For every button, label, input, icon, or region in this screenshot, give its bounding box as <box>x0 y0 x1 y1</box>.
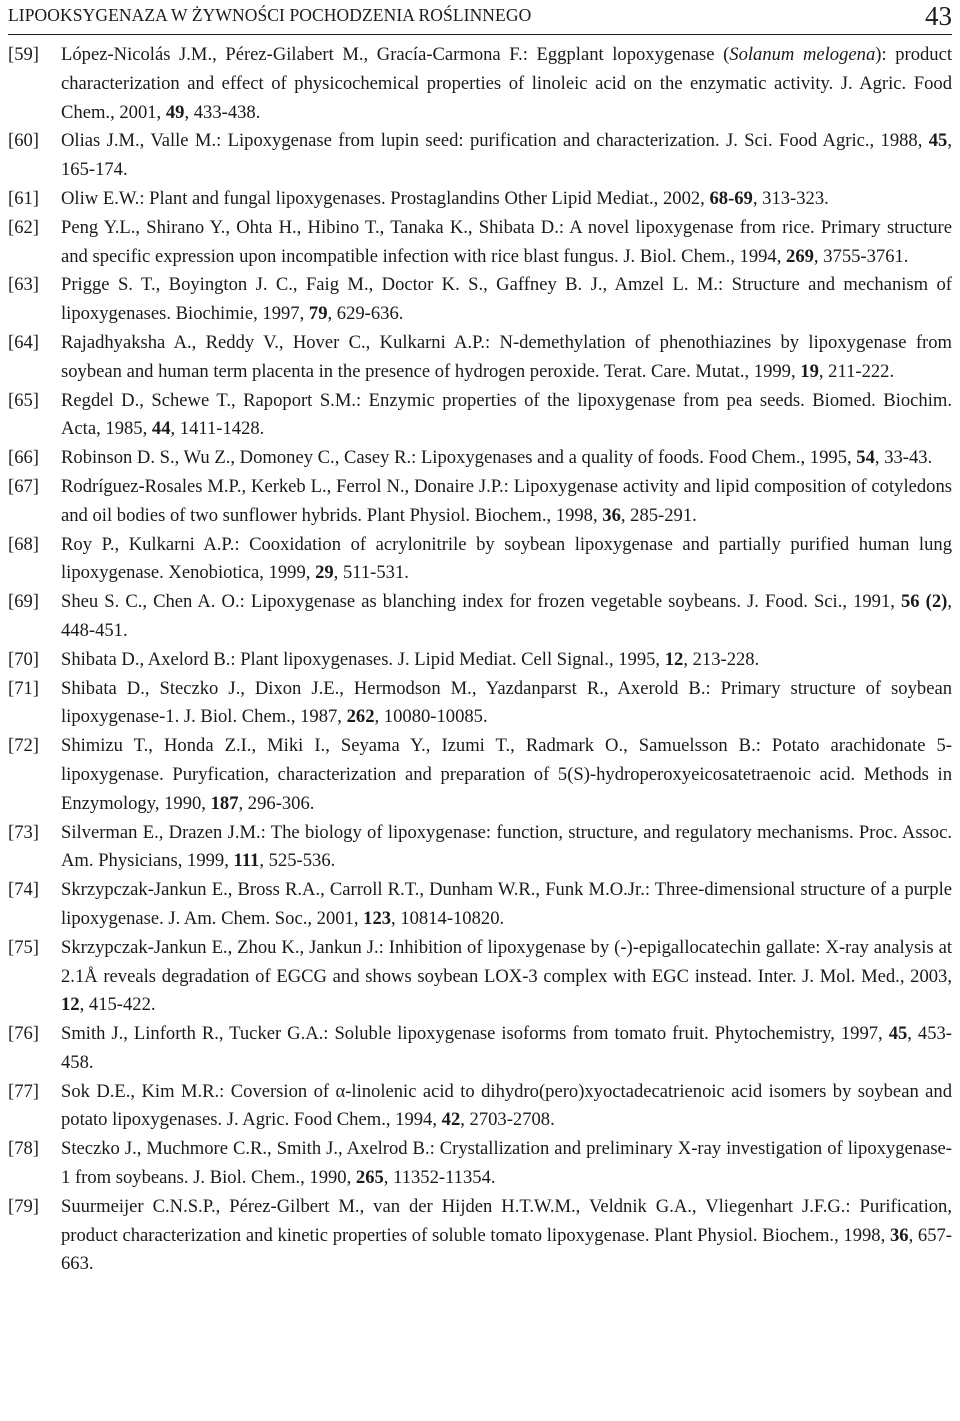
reference-item <box>8 1135 952 1193</box>
reference-item <box>8 41 952 127</box>
reference-text: Prigge S. T., Boyington J. C., Faig M., Doctor K. S., Gaffney B. J., Amzel L. M.: Structure and mechanism of lipoxygenases. Biochimie, 1997, 79, 629-636. <box>61 274 952 325</box>
running-header-title: LIPOOKSYGENAZA W ŻYWNOŚCI POCHODZENIA ROŚLINNEGO <box>8 5 532 25</box>
reference-text: Peng Y.L., Shirano Y., Ohta H., Hibino T., Tanaka K., Shibata D.: A novel lipoxygenase from rice. Primary structure and specific expression upon incompatible infection with rice blast fungus. J. Biol. Chem., 1994, 269, 3755-3761. <box>61 216 952 267</box>
reference-number: [67] <box>8 475 39 497</box>
reference-text: Steczko J., Muchmore C.R., Smith J., Axelrod B.: Crystallization and preliminary X-ray investigation of lipoxygenase-1 from soybeans. J. Biol. Chem., 1990, 265, 11352-11354. <box>61 1138 952 1189</box>
reference-number: [76] <box>8 1023 39 1045</box>
reference-text: Smith J., Linforth R., Tucker G.A.: Soluble lipoxygenase isoforms from tomato fruit. Phytochemistry, 1997, 45, 453-458. <box>61 1023 952 1073</box>
reference-text: Shibata D., Steczko J., Dixon J.E., Hermodson M., Yazdanparst R., Axerold B.: Primary structure of soybean lipoxygenase-1. J. Biol. Chem., 1987, 262, 10080-10085. <box>61 677 952 728</box>
reference-text: Silverman E., Drazen J.M.: The biology of lipoxygenase: function, structure, and regulatory mechanisms. Proc. Assoc. Am. Physicians, 1999, 111, 525-536. <box>61 821 952 872</box>
reference-item <box>8 876 952 934</box>
reference-item <box>8 271 952 329</box>
reference-item <box>8 732 952 818</box>
reference-item <box>8 934 952 1020</box>
reference-number: [75] <box>8 936 39 958</box>
reference-number: [61] <box>8 187 39 209</box>
reference-number: [71] <box>8 677 39 699</box>
reference-text: Shibata D., Axelord B.: Plant lipoxygenases. J. Lipid Mediat. Cell Signal., 1995, 12, 213-228. <box>61 648 760 670</box>
reference-text: Regdel D., Schewe T., Rapoport S.M.: Enzymic properties of the lipoxygenase from pea seeds. Biomed. Biochim. Acta, 1985, 44, 1411-1428. <box>61 389 952 440</box>
reference-item <box>8 531 952 589</box>
reference-number: [77] <box>8 1080 39 1102</box>
reference-number: [64] <box>8 331 39 353</box>
header-rule <box>8 34 952 35</box>
reference-text: Robinson D. S., Wu Z., Domoney C., Casey R.: Lipoxygenases and a quality of foods. Food Chem., 1995, 54, 33-43. <box>61 447 933 469</box>
reference-number: [70] <box>8 648 39 670</box>
reference-text: Sheu S. C., Chen A. O.: Lipoxygenase as blanching index for frozen vegetable soybeans. J. Food. Sci., 1991, 56 (2), 448-451. <box>61 591 952 641</box>
reference-item <box>8 127 952 185</box>
reference-item <box>8 473 952 531</box>
reference-number: [65] <box>8 389 39 411</box>
reference-number: [73] <box>8 821 39 843</box>
reference-text: Oliw E.W.: Plant and fungal lipoxygenases. Prostaglandins Other Lipid Mediat., 2002, 68-69, 313-323. <box>61 187 829 209</box>
reference-item <box>8 1020 952 1078</box>
reference-number: [72] <box>8 735 39 757</box>
reference-item <box>8 387 952 445</box>
reference-item <box>8 588 952 646</box>
reference-text: Olias J.M., Valle M.: Lipoxygenase from lupin seed: purification and characterization. J. Sci. Food Agric., 1988, 45, 165-174. <box>61 130 952 181</box>
reference-item <box>8 185 952 214</box>
reference-number: [63] <box>8 274 39 296</box>
reference-number: [68] <box>8 533 39 555</box>
reference-item <box>8 1193 952 1279</box>
reference-item <box>8 675 952 733</box>
reference-number: [60] <box>8 130 39 152</box>
reference-number: [66] <box>8 447 39 469</box>
reference-item <box>8 329 952 387</box>
reference-text: Skrzypczak-Jankun E., Bross R.A., Carroll R.T., Dunham W.R., Funk M.O.Jr.: Three-dimensional structure of a purple lipoxygenase. J. Am. Chem. Soc., 2001, 123, 10814-10820. <box>61 879 952 929</box>
running-header <box>8 0 952 30</box>
page-number: 43 <box>925 1 952 31</box>
reference-text: Rajadhyaksha A., Reddy V., Hover C., Kulkarni A.P.: N-demethylation of phenothiazines by lipoxygenase from soybean and human term placenta in the presence of hydrogen peroxide. Terat. Care. Mutat., 1999, 19, 211-222. <box>61 331 952 382</box>
reference-number: [69] <box>8 591 39 613</box>
reference-text: Skrzypczak-Jankun E., Zhou K., Jankun J.: Inhibition of lipoxygenase by (-)-epigallocatechin gallate: X-ray analysis at 2.1Å reveals degradation of EGCG and shows soybean LOX-3 complex with EGC instead. Inter. J. Mol. Med., 2003, 12, 415-422. <box>61 936 952 1016</box>
reference-text: Rodríguez-Rosales M.P., Kerkeb L., Ferrol N., Donaire J.P.: Lipoxygenase activity and lipid composition of cotyledons and oil bodies of two sunflower hybrids. Plant Physiol. Biochem., 1998, 36, 285-291. <box>61 475 952 526</box>
reference-number: [59] <box>8 44 39 65</box>
reference-item <box>8 214 952 272</box>
reference-text: Sok D.E., Kim M.R.: Coversion of α-linolenic acid to dihydro(pero)xyoctadecatrienoic acid isomers by soybean and potato lipoxygenases. J. Agric. Food Chem., 1994, 42, 2703-2708. <box>61 1080 952 1131</box>
reference-text: Suurmeijer C.N.S.P., Pérez-Gilbert M., van der Hijden H.T.W.M., Veldnik G.A., Vliegenhart J.F.G.: Purification, product characterization and kinetic properties of soluble tomato lipoxygenase. Plant Physiol. Biochem., 1998, 36, 657-663. <box>61 1195 952 1275</box>
reference-number: [74] <box>8 879 39 901</box>
reference-number: [78] <box>8 1138 39 1160</box>
reference-item <box>8 1078 952 1136</box>
reference-list <box>8 41 952 1279</box>
reference-number: [62] <box>8 216 39 238</box>
reference-item <box>8 444 952 473</box>
reference-text: Shimizu T., Honda Z.I., Miki I., Seyama Y., Izumi T., Radmark O., Samuelsson B.: Potato arachidonate 5-lipoxygenase. Puryfication, characterization and preparation of 5(S)-hydroperoxyeicosatetraenoic acid. Methods in Enzymology, 1990, 187, 296-306. <box>61 735 952 814</box>
reference-item <box>8 819 952 877</box>
reference-number: [79] <box>8 1195 39 1217</box>
reference-text: López-Nicolás J.M., Pérez-Gilabert M., Gracía-Carmona F.: Eggplant lopoxygenase (Solanum melogena): product characterization and effect of physicochemical properties of linoleic acid on the enzymatic activity. J. Agric. Food Chem., 2001, 49, 433-438. <box>61 44 953 123</box>
reference-item <box>8 646 952 675</box>
reference-text: Roy P., Kulkarni A.P.: Cooxidation of acrylonitrile by soybean lipoxygenase and partially purified human lung lipoxygenase. Xenobiotica, 1999, 29, 511-531. <box>61 533 952 584</box>
